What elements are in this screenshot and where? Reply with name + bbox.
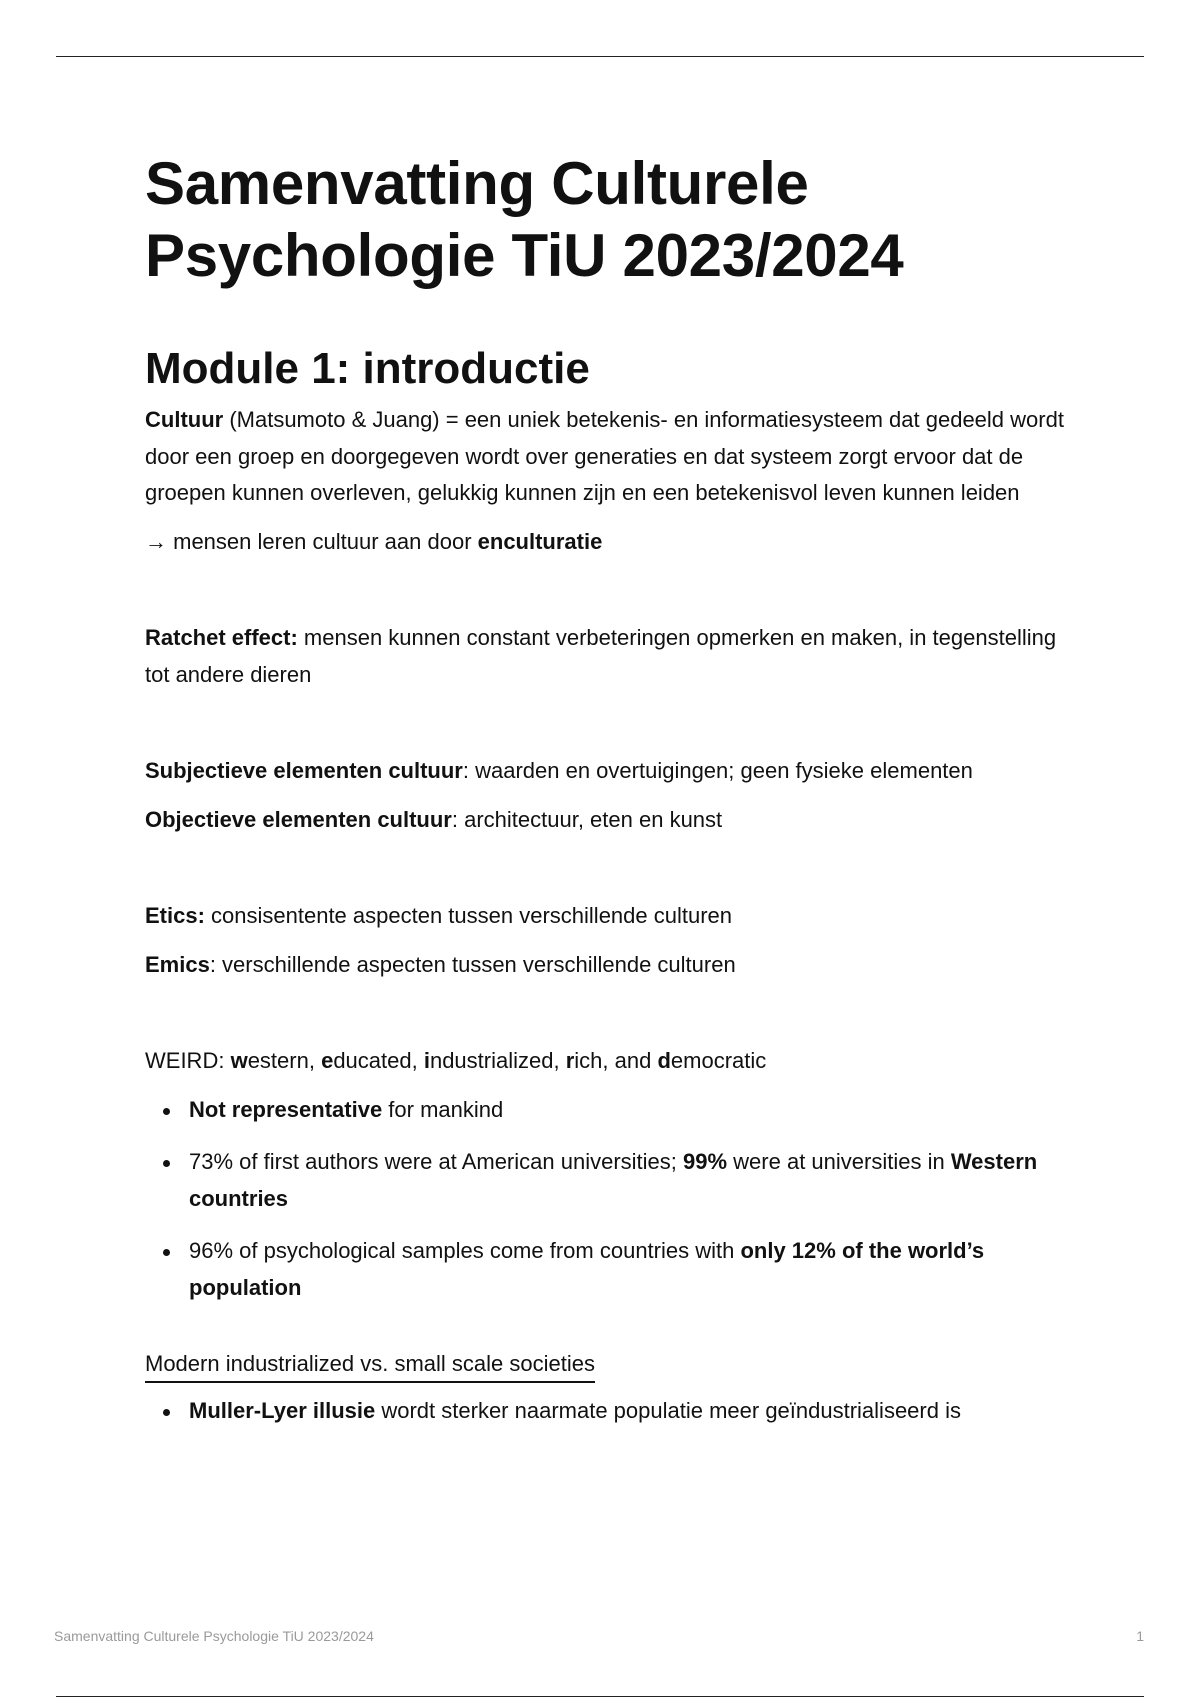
weird-word-educated: ducated, <box>333 1048 424 1073</box>
document-title <box>145 148 1065 292</box>
bullet-bold: Muller-Lyer illusie <box>189 1398 376 1423</box>
objectieve-term: Objectieve elementen cultuur <box>145 806 452 832</box>
module-heading: Module 1: introductie <box>145 344 590 393</box>
weird-letter-w: w <box>230 1048 248 1073</box>
list-item <box>189 1393 1065 1430</box>
subjectieve-definition <box>145 753 1065 790</box>
list-item <box>189 1092 1065 1129</box>
modern-section-heading <box>145 1346 1065 1383</box>
bullet-text: 96% of psychological samples come from countries with <box>189 1238 741 1263</box>
modern-heading-text: Modern industrialized vs. small scale societies <box>145 1348 595 1383</box>
ratchet-text: mensen kunnen constant verbeteringen opmerken en maken, in tegenstelling tot andere dieren <box>145 625 1057 687</box>
objectieve-definition <box>145 802 1065 839</box>
emics-definition <box>145 947 1065 984</box>
emics-term: Emics <box>145 951 210 977</box>
arrow-text: → mensen leren cultuur aan door <box>145 528 478 554</box>
etics-term: Etics: <box>145 903 205 928</box>
footer-title: Samenvatting Culturele Psychologie TiU 2023/2024 <box>54 1628 374 1644</box>
modern-bullet-list <box>145 1393 1065 1430</box>
document-content <box>145 148 1065 1446</box>
etics-text: consisentente aspecten tussen verschillende culturen <box>204 903 733 928</box>
bullet-bold: only 12% of the world’s population <box>189 1238 985 1300</box>
weird-letter-i: i <box>423 1048 430 1073</box>
weird-prefix: WEIRD: <box>145 1048 231 1073</box>
page-number: 1 <box>1136 1628 1144 1644</box>
emics-text: : verschillende aspecten tussen verschillende culturen <box>209 951 736 977</box>
top-rule <box>56 56 1144 57</box>
cultuur-term: Cultuur <box>145 407 224 432</box>
bullet-text: 73% of first authors were at American universities; <box>189 1149 683 1174</box>
cultuur-text: (Matsumoto & Juang) = een uniek betekenis- en informatiesysteem dat gedeeld wordt door een groep en doorgegeven wordt over generaties en dat systeem zorgt ervoor dat de groepen kunnen overleven, gelukkig kunnen zijn en een betekenisvol leven kunnen leiden <box>145 407 1064 505</box>
weird-word-democratic: emocratic <box>670 1048 767 1073</box>
bullet-text: for mankind <box>382 1096 504 1122</box>
bullet-text: wordt sterker naarmate populatie meer geïndustrialiseerd is <box>375 1398 961 1423</box>
weird-definition <box>145 1043 1065 1080</box>
enculturatie-term: enculturatie <box>477 528 603 554</box>
ratchet-definition <box>145 620 1065 693</box>
objectieve-text: : architectuur, eten en kunst <box>451 806 723 832</box>
bullet-bold: Not representative <box>189 1096 383 1122</box>
subjectieve-term: Subjectieve elementen cultuur <box>145 758 463 783</box>
etics-definition <box>145 898 1065 935</box>
bullet-bold: Western countries <box>189 1149 1038 1211</box>
bottom-rule <box>56 1696 1144 1697</box>
list-item <box>189 1233 1065 1306</box>
weird-bullet-list <box>145 1092 1065 1307</box>
bullet-bold: 99% <box>683 1149 728 1174</box>
cultuur-definition <box>145 402 1065 512</box>
weird-letter-d: d <box>657 1048 671 1073</box>
weird-word-industrialized: ndustrialized, <box>429 1048 566 1073</box>
weird-letter-r: r <box>565 1048 575 1073</box>
title-line-2: Psychologie TiU 2023/2024 <box>145 222 904 289</box>
weird-word-rich: ich, and <box>574 1048 658 1073</box>
title-line-1: Samenvatting Culturele <box>145 150 809 217</box>
weird-word-western: estern, <box>247 1048 322 1073</box>
enculturatie-note <box>145 524 1065 561</box>
weird-letter-e: e <box>321 1048 334 1073</box>
bullet-text: were at universities in <box>727 1149 951 1174</box>
list-item <box>189 1144 1065 1217</box>
subjectieve-text: : waarden en overtuigingen; geen fysieke elementen <box>462 758 973 783</box>
ratchet-term: Ratchet effect: <box>145 625 298 650</box>
